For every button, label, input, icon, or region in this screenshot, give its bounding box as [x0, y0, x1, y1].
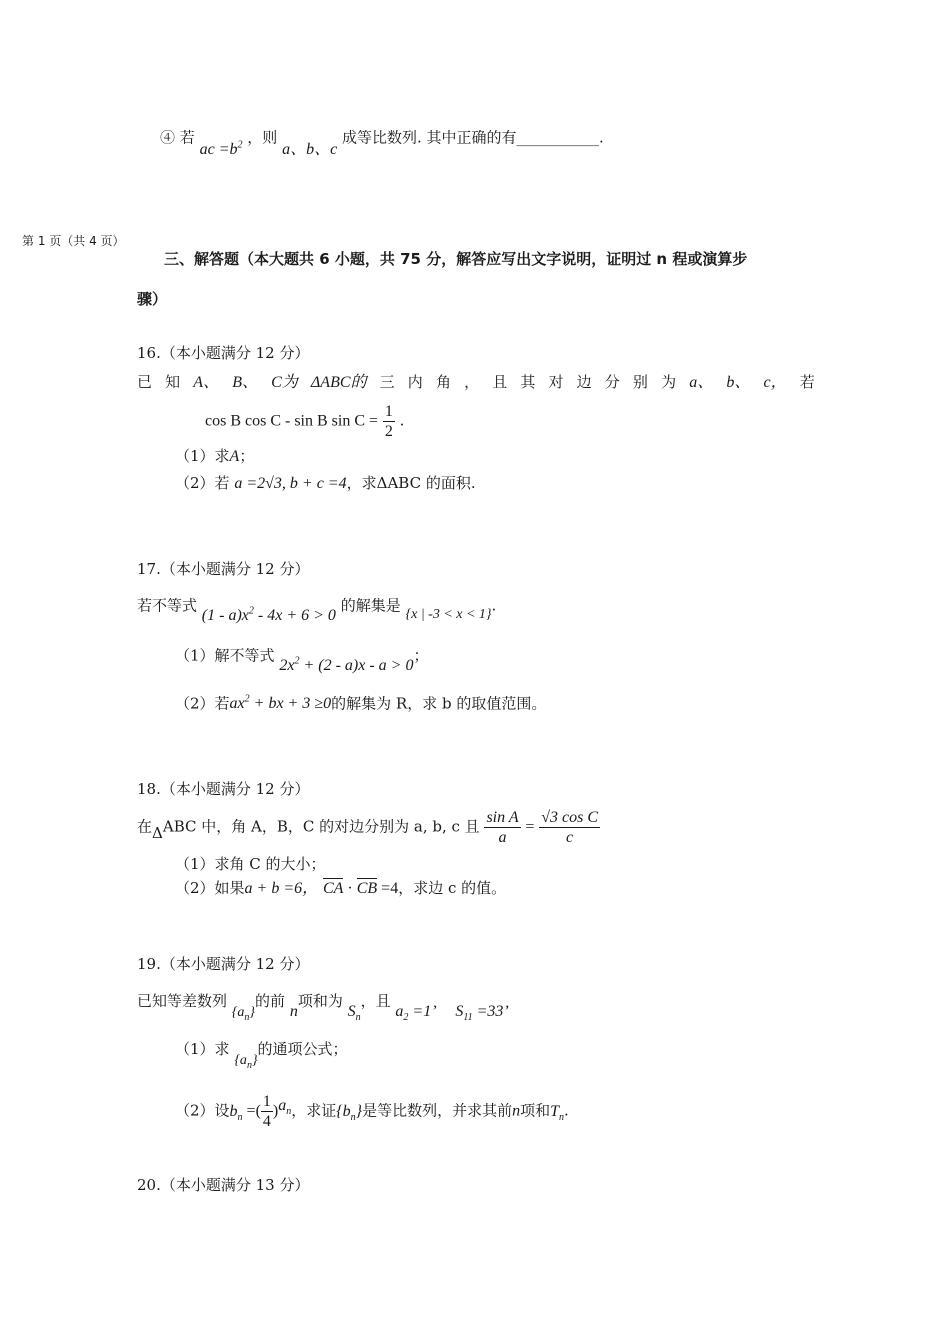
- q16-line1-token: 别: [632, 373, 648, 391]
- q16-header: 16.（本小题满分 12 分）: [137, 344, 310, 362]
- q19-S-text: S: [347, 1003, 356, 1020]
- q19-p2-exp-text: a: [278, 1096, 287, 1114]
- q17-p2-expr: ax: [229, 695, 245, 713]
- q19-a2: [395, 1003, 437, 1024]
- q19-p2-close: ): [272, 1102, 279, 1120]
- q19-n-var: n: [289, 1003, 298, 1020]
- q19-a2-text: a: [395, 1003, 404, 1020]
- q19-a2-sub: 2: [403, 1012, 409, 1024]
- q18-frac1: [484, 808, 520, 847]
- q19-p1-label: （1）求: [175, 1040, 230, 1058]
- q19-p2-seq: [336, 1102, 363, 1123]
- q17-line1-expr: (1 - a)x: [201, 607, 249, 625]
- q17-p1-label: （1）解不等式: [175, 646, 275, 665]
- q19-p2-seq-text: {b: [336, 1102, 351, 1120]
- item-4-pre: 若: [179, 128, 195, 147]
- q16-line1-token: B、: [232, 374, 258, 391]
- q16-p2-expr: a =2√3, b + c =4: [234, 475, 347, 492]
- q16-cond-frac: [383, 402, 395, 441]
- q16-cond-end: .: [399, 411, 405, 430]
- item-4: [160, 128, 604, 159]
- item-4-marker: ④: [160, 128, 176, 147]
- q17-p2-label: （2）若: [175, 694, 230, 713]
- q19-p2-seq-sub: n: [350, 1111, 356, 1123]
- q19-p2-den: 4: [262, 1113, 271, 1131]
- q18-p2-label: （2）如果: [175, 879, 245, 897]
- q18-part2: [175, 879, 506, 898]
- q16-cond-num: 1: [383, 402, 395, 422]
- q16-line1-token: 若: [799, 373, 815, 391]
- q16-line1-token: ，: [464, 373, 480, 391]
- item-4-eq-exp: 2: [237, 140, 243, 151]
- q16-line1-token: C为: [271, 374, 298, 391]
- q17-line1-ineq: [202, 607, 336, 624]
- q19-p2-b-sub: n: [237, 1111, 243, 1123]
- q19-p2-b: [229, 1102, 243, 1123]
- q16-p2-end: ，求ΔABC 的面积.: [346, 474, 476, 492]
- q19-p2-n: n: [512, 1102, 521, 1120]
- q19-line1-mid1: 的前: [255, 992, 286, 1010]
- q17-p1-end: ；: [413, 646, 429, 665]
- q17-line1-expr2: - 4x + 6 > 0: [253, 607, 336, 625]
- q19-p2-T-sub: n: [559, 1111, 564, 1123]
- q19-line1-mid3: ，且: [360, 992, 391, 1010]
- q17-p1-ineq: [279, 657, 413, 674]
- q19-p2-end: .: [564, 1101, 569, 1120]
- q18-frac2: [539, 808, 600, 847]
- q18-p2-end: ，求边 c 的值。: [398, 879, 507, 897]
- q16-line1-token: a、: [689, 374, 714, 391]
- q17-p2-ineq: [230, 695, 332, 712]
- q19-a2-val: =1’: [408, 1003, 437, 1020]
- q17-line1-exp: 2: [248, 606, 254, 617]
- q19-S11-val: =33’: [472, 1003, 509, 1020]
- q17-p2-expr2: + bx + 3 ≥0: [249, 695, 332, 713]
- page-footer: 第 1 页（共 4 页）: [22, 234, 125, 248]
- q19-p2-exp: [278, 1096, 292, 1117]
- q16-line1-token: 三: [379, 373, 395, 391]
- q17-part2: [175, 694, 546, 714]
- q17-p1-exp: 2: [294, 656, 300, 667]
- q19-seq-a-close: }: [249, 1005, 256, 1020]
- q20-header: 20.（本小题满分 13 分）: [137, 1176, 310, 1194]
- q18-frac2-num: √3 cos C: [539, 808, 600, 828]
- q16-condition: [205, 402, 404, 441]
- q18-eq: =: [525, 818, 535, 836]
- q18-p2-expr2: =4: [377, 880, 399, 897]
- q19-S11-text: S: [455, 1003, 464, 1020]
- q19-S: [347, 1003, 361, 1024]
- q19-line1: [137, 992, 509, 1024]
- q16-p1-end: ；: [239, 447, 255, 465]
- item-4-mid: ，则: [247, 128, 278, 147]
- q19-line1-mid2: 项和为: [297, 992, 343, 1010]
- q19-part2: [175, 1092, 569, 1131]
- q16-line1-token: 分: [604, 373, 620, 391]
- q19-p2-num: 1: [261, 1092, 273, 1112]
- q19-seq-a-sub: n: [244, 1011, 250, 1023]
- q17-line1-end: .: [491, 596, 497, 615]
- q19-line1-pre: 已知等差数列: [137, 992, 228, 1010]
- q19-p2-mid2: 是等比数列，并求其前: [362, 1101, 513, 1120]
- q18-line1-tri: Δ: [152, 823, 163, 842]
- q16-line1-token: c，: [763, 374, 787, 391]
- item-4-eq: [200, 141, 243, 158]
- q16-part2: [175, 474, 476, 493]
- q16-line1-token: 为: [661, 373, 677, 391]
- q17-p2-end: 的解集为 R，求 b 的取值范围。: [331, 694, 547, 713]
- section-title-line1: 三、解答题（本大题共 6 小题，共 75 分，解答应写出文字说明，证明过 n 程或演算步: [164, 250, 748, 268]
- q18-line1-pre: 在: [137, 817, 153, 836]
- q16-line1-token: 知: [165, 373, 181, 391]
- q18-line1-text: ABC 中，角 A，B，C 的对边分别为 a, b, c 且: [162, 817, 480, 836]
- q17-header: 17.（本小题满分 12 分）: [137, 560, 310, 578]
- q18-p2-vec2: CB: [356, 880, 378, 897]
- q16-line1-token: 边: [576, 373, 592, 391]
- q17-line1-set: {x | -3 < x < 1}: [405, 607, 492, 623]
- q19-p2-T-text: T: [550, 1102, 559, 1120]
- item-4-eq-text: ac =b: [199, 141, 238, 159]
- q19-part1: [175, 1040, 348, 1071]
- q19-seq-a: [231, 1005, 256, 1023]
- q18-part1: （1）求角 C 的大小；: [175, 855, 326, 873]
- q19-p1-seq-sub: n: [246, 1059, 252, 1071]
- q16-line1: [137, 373, 815, 392]
- q17-p1-expr2: + (2 - a)x - a > 0: [299, 657, 414, 675]
- q18-frac1-num: sin A: [484, 808, 520, 828]
- q19-seq-a-text: {a: [231, 1005, 245, 1020]
- q19-p2-label: （2）设: [175, 1101, 230, 1120]
- section-title-line2: 骤）: [137, 290, 168, 308]
- q19-p2-mid3: 项和: [520, 1101, 551, 1120]
- q19-S-sub: n: [355, 1012, 361, 1024]
- q16-p2-label: （2）若: [175, 474, 230, 492]
- q16-line1-token: 且: [492, 373, 508, 391]
- q19-p2-mid: ，求证: [291, 1101, 337, 1120]
- q16-line1-token: ΔABC的: [310, 374, 367, 391]
- q16-p1-label: （1）求: [175, 447, 230, 465]
- q16-line1-token: 内: [407, 373, 423, 391]
- q17-line1-mid: 的解集是: [340, 596, 401, 615]
- q19-p2-T: [550, 1102, 564, 1123]
- q16-line1-token: 角: [435, 373, 451, 391]
- q17-line1-pre: 若不等式: [137, 596, 198, 615]
- q19-S11-sub: 11: [463, 1012, 473, 1024]
- q16-line1-token: 已: [137, 373, 153, 391]
- q19-S11: [455, 1003, 509, 1024]
- q16-line1-token: 其: [520, 373, 536, 391]
- q19-p1-end: 的通项公式；: [257, 1040, 348, 1058]
- q17-p1-expr: 2x: [279, 657, 295, 675]
- q19-p2-eq: =(: [242, 1102, 261, 1120]
- q18-p2-dot: ·: [343, 880, 357, 897]
- q16-cond-den: 2: [384, 423, 393, 441]
- q16-p1-var: A: [229, 448, 240, 465]
- q18-p2-expr1: a + b =6，: [244, 880, 319, 897]
- q16-line1-token: b、: [726, 374, 751, 391]
- q19-header: 19.（本小题满分 12 分）: [137, 955, 310, 973]
- q18-line1: [137, 808, 600, 847]
- q16-cond-expr: cos B cos C - sin B sin C =: [205, 412, 379, 430]
- q19-p1-seq-text: {a: [234, 1053, 247, 1068]
- q18-p2-vec1: CA: [322, 880, 344, 897]
- q18-frac2-den: c: [566, 829, 574, 847]
- q17-p2-exp: 2: [244, 694, 250, 705]
- q19-p2-exp-sub: n: [286, 1105, 292, 1117]
- q17-line1: [137, 596, 497, 625]
- q17-part1: [175, 646, 429, 675]
- item-4-vars: a、b、c: [282, 141, 338, 159]
- q19-p1-seq-close: }: [251, 1053, 258, 1068]
- q18-frac1-den: a: [498, 829, 507, 847]
- q19-p2-seq-close: }: [355, 1102, 363, 1120]
- q19-p2-frac: [261, 1092, 273, 1131]
- q19-p2-b-text: b: [229, 1102, 238, 1120]
- q16-line1-token: A、: [193, 374, 220, 391]
- item-4-post: 成等比数列. 其中正确的有___________.: [341, 128, 604, 147]
- q16-part1: [175, 447, 254, 466]
- q16-line1-token: 对: [548, 373, 564, 391]
- q19-p1-seq: [234, 1053, 258, 1071]
- q18-header: 18.（本小题满分 12 分）: [137, 780, 310, 798]
